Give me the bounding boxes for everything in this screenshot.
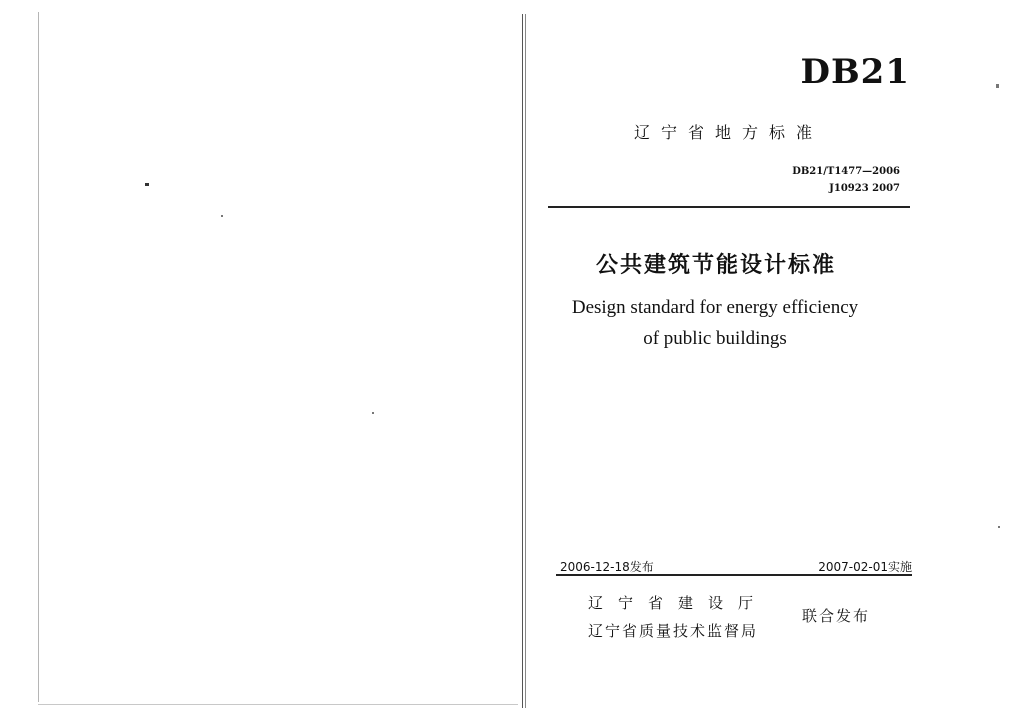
scan-speck — [996, 84, 999, 88]
scan-speck — [372, 412, 374, 414]
province-standard-label: 辽宁省地方标准 — [634, 123, 824, 142]
standard-numbers — [792, 163, 900, 197]
standard-code: DB21 — [800, 52, 910, 92]
scan-speck — [998, 526, 1000, 528]
effective-date: 2007-02-01实施 — [818, 560, 912, 574]
left-page-bottom-edge — [38, 704, 518, 705]
scan-speck — [221, 215, 223, 217]
issuer-construction-department: 辽宁省建设厅 — [588, 594, 769, 612]
book-spine-line — [522, 14, 523, 708]
issuer-quality-supervision-bureau: 辽宁省质量技术监督局 — [588, 622, 759, 640]
title-chinese: 公共建筑节能设计标准 — [596, 253, 837, 278]
title-english-line-1: Design standard for energy efficiency — [571, 297, 859, 318]
scan-speck — [145, 183, 149, 186]
title-english-line-2: of public buildings — [643, 328, 787, 349]
cover-page — [526, 0, 1024, 724]
left-page-edge — [38, 12, 39, 702]
issue-date: 2006-12-18发布 — [560, 560, 654, 574]
record-number: J10923 2007 — [829, 183, 900, 194]
joint-issue-label: 联合发布 — [802, 607, 871, 625]
bottom-divider — [556, 574, 912, 576]
top-divider — [548, 206, 910, 208]
title-english — [526, 292, 904, 354]
standard-number: DB21/T1477—2006 — [792, 166, 900, 177]
